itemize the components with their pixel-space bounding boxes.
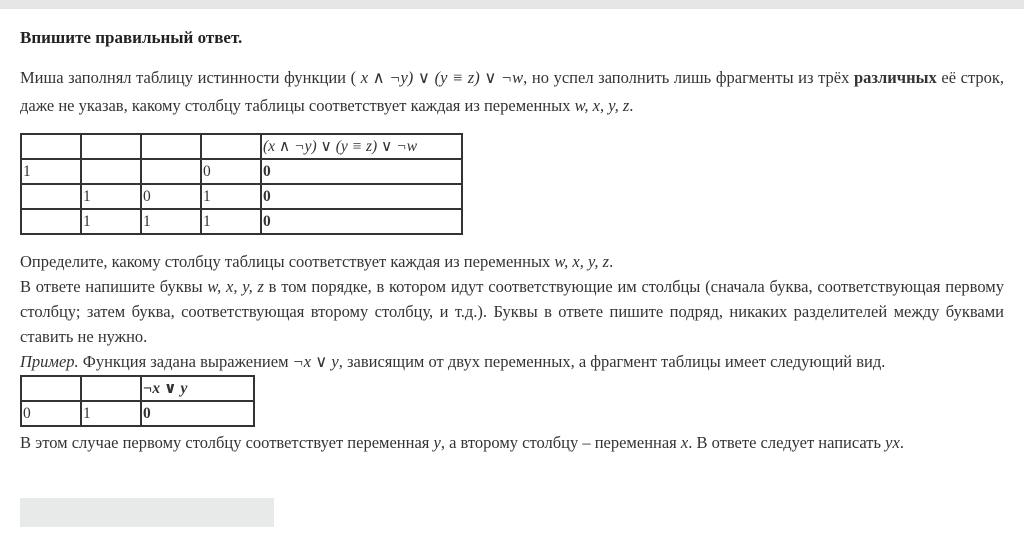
instructions-rest: в том порядке, в котором идут соответствующие им столбцы (сначала буква, соответствующая первому столбцу; затем буква, соответствующая второму столбцу, и т.д.). Буквы в ответе пишите подряд, никаких разделителей между буквами ставить не нужно. xyxy=(20,277,1004,346)
table-header-cell xyxy=(141,134,201,159)
table-row xyxy=(21,159,462,184)
table-cell: 0 xyxy=(21,401,81,426)
example-table-header-function: ¬x ∨ y xyxy=(141,376,254,401)
conclusion-var-first: y xyxy=(433,433,441,452)
table-cell: 1 xyxy=(201,184,261,209)
question-end: . xyxy=(609,252,614,271)
task-content xyxy=(20,26,1004,457)
table-cell: 1 xyxy=(21,159,81,184)
conclusion-text-3: . В ответе следует написать xyxy=(688,433,886,452)
intro-text-3: её строк, даже не указав, какому столбцу таблицы соответствует каждая из переменных xyxy=(20,68,1005,115)
table-cell: 1 xyxy=(81,209,141,234)
example-label: Пример. xyxy=(20,352,79,371)
table-cell-function-value: 0 xyxy=(141,401,254,426)
top-bar xyxy=(0,0,1024,9)
table-cell-function-value: 0 xyxy=(261,159,462,184)
intro-text-2: , но успел заполнить лишь фрагменты из трёх xyxy=(523,68,854,87)
table-cell: 0 xyxy=(141,184,201,209)
example-formula: ¬x ∨ y xyxy=(292,352,339,371)
conclusion-text-2: , а второму столбцу – переменная xyxy=(440,433,681,452)
table-cell-function-value: 0 xyxy=(261,184,462,209)
table-cell xyxy=(21,209,81,234)
table-cell xyxy=(21,184,81,209)
instructions-vars: w, x, y, z xyxy=(207,277,264,296)
question-vars: w, x, y, z xyxy=(554,252,610,271)
table-row xyxy=(21,184,462,209)
intro-bold-word: различных xyxy=(853,68,937,87)
task-intro xyxy=(20,64,1004,120)
example-table-header-row xyxy=(21,376,254,401)
question-line-1 xyxy=(20,249,1004,274)
example-conclusion xyxy=(20,429,1004,457)
table-cell: 1 xyxy=(81,401,141,426)
instructions-start: В ответе напишите буквы xyxy=(20,277,208,296)
intro-vars: w, x, y, z xyxy=(574,96,630,115)
table-row xyxy=(21,401,254,426)
example-intro xyxy=(20,349,1004,374)
task-heading: Впишите правильный ответ. xyxy=(20,28,243,47)
conclusion-answer-example: yx xyxy=(885,433,900,452)
question-instructions xyxy=(20,274,1004,349)
table-cell: 0 xyxy=(201,159,261,184)
table-cell: 1 xyxy=(141,209,201,234)
conclusion-end: . xyxy=(899,433,904,452)
example-text-2: , зависящим от двух переменных, а фрагмент таблицы имеет следующий вид. xyxy=(338,352,886,371)
table-header-cell xyxy=(21,376,81,401)
table-cell-function-value: 0 xyxy=(261,209,462,234)
table-header-cell xyxy=(201,134,261,159)
question-text: Определите, какому столбцу таблицы соответствует каждая из переменных xyxy=(20,252,555,271)
conclusion-text-1: В этом случае первому столбцу соответствует переменная xyxy=(20,433,434,452)
table-header-cell xyxy=(81,376,141,401)
intro-formula: x ∧ ¬y) ∨ (y ≡ z) ∨ ¬w xyxy=(360,68,524,87)
table-row xyxy=(21,209,462,234)
table-cell xyxy=(141,159,201,184)
table-cell: 1 xyxy=(81,184,141,209)
truth-table-fragment xyxy=(20,133,463,235)
table-header-function: (x ∧ ¬y) ∨ (y ≡ z) ∨ ¬w xyxy=(261,134,462,159)
example-table xyxy=(20,375,255,427)
table-header-row xyxy=(21,134,462,159)
answer-input-field[interactable] xyxy=(20,498,274,527)
table-cell: 1 xyxy=(201,209,261,234)
conclusion-var-second: x xyxy=(680,433,689,452)
intro-end: . xyxy=(629,96,634,115)
example-text-1: Функция задана выражением xyxy=(78,352,293,371)
table-header-cell xyxy=(81,134,141,159)
intro-text-1: Миша заполнял таблицу истинности функции ( xyxy=(20,68,361,87)
table-cell xyxy=(81,159,141,184)
table-header-cell xyxy=(21,134,81,159)
